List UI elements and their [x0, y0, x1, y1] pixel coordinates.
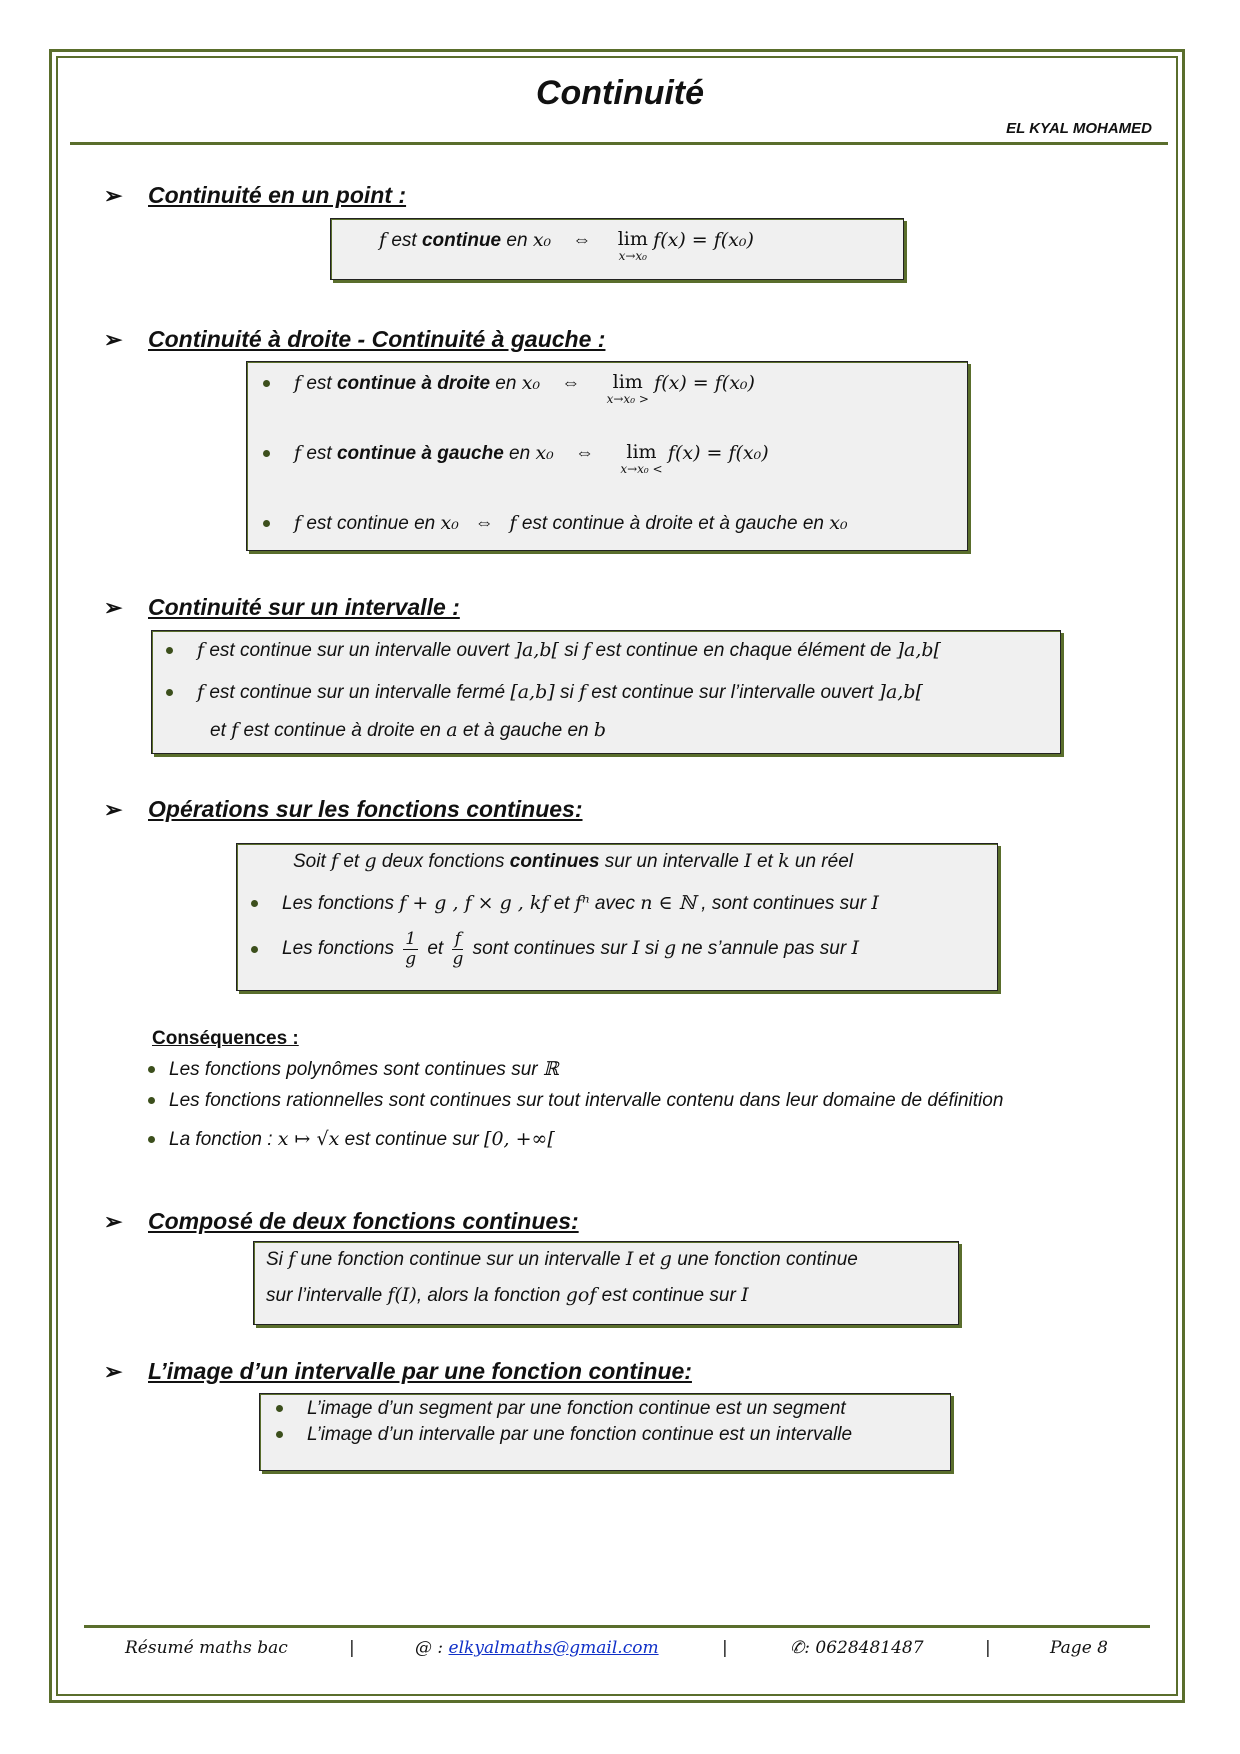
- heading-continuite-intervalle: ➢ Continuité sur un intervalle :: [104, 594, 460, 620]
- footer-label: Résumé maths bac: [125, 1638, 288, 1658]
- heading-image-intervalle: ➢ L’image d’un intervalle par une fonction continue:: [104, 1358, 692, 1384]
- list-item: L’image d’un segment par une fonction continue est un segment: [276, 1398, 846, 1420]
- fraction-f-over-g: $\frac{f}{g}$: [452, 929, 464, 969]
- list-item: La fonction : x ↦ √x est continue sur [0, +∞[: [148, 1128, 555, 1151]
- heading-compose: ➢ Composé de deux fonctions continues:: [104, 1208, 579, 1234]
- box-image-intervalle: [259, 1393, 951, 1471]
- page-title: Continuité: [535, 74, 705, 112]
- box-compose: Si f une fonction continue sur un intervalle I et g une fonction continue sur l’intervalle f(I), alors la fonction gof est continue sur I: [253, 1241, 959, 1325]
- arrow-bullet-icon: ➢: [104, 1209, 123, 1234]
- email-link[interactable]: elkyalmaths@gmail.com: [448, 1638, 659, 1658]
- box-continuite-droite-gauche: [246, 361, 968, 551]
- list-item: f est continue sur un intervalle ouvert ]a,b[ si f est continue en chaque élément de ]a,b[: [166, 639, 941, 662]
- header-rule: [70, 142, 1168, 145]
- box-operations: Soit f et g deux fonctions continues sur un intervalle I et k un réel Les fonctions f + g , f × g , kf et fⁿ avec n ∈ ℕ , sont continues sur I Les fonctions $\frac{1}{g}$ et $\frac{f}{g}$ sont continues sur I si g ne s’annule pas sur I: [236, 843, 998, 991]
- list-item: Les fonctions rationnelles sont continues sur tout intervalle contenu dans leur domaine de définition: [148, 1090, 1003, 1112]
- consequences-title: Conséquences :: [152, 1028, 299, 1049]
- list-item: Les fonctions $\frac{1}{g}$ et $\frac{f}{g}$ sont continues sur I si g ne s’annule pas sur I: [251, 930, 859, 968]
- footer-email: @ : elkyalmaths@gmail.com: [415, 1638, 659, 1658]
- fraction-one-over-g: $\frac{1}{g}$: [405, 929, 417, 969]
- list-item: L’image d’un intervalle par une fonction continue est un intervalle: [276, 1424, 852, 1446]
- arrow-bullet-icon: ➢: [104, 1359, 123, 1384]
- box-continuite-intervalle: f est continue sur un intervalle ouvert ]a,b[ si f est continue en chaque élément de ]a,b[ f est continue sur un intervalle fermé [a,b] si f est continue sur l’intervalle ouvert ]a,b[ et f est continue à droite en a et à gauche en b: [151, 630, 1061, 754]
- list-item: Les fonctions f + g , f × g , kf et fⁿ avec n ∈ ℕ , sont continues sur I: [251, 892, 879, 915]
- arrow-bullet-icon: ➢: [104, 183, 123, 208]
- arrow-bullet-icon: ➢: [104, 797, 123, 822]
- list-item: f est continue à droite en x₀ ⇔ lim x→x₀ > f(x) = f(x₀): [263, 372, 755, 406]
- box-continuite-point: f est continue en x₀ ⇔ lim x→x₀ f(x) = f(x₀): [330, 218, 904, 280]
- list-item: f est continue à gauche en x₀ ⇔ lim x→x₀ < f(x) = f(x₀): [263, 442, 769, 476]
- author-name: EL KYAL MOHAMED: [1006, 120, 1152, 137]
- list-item: Les fonctions polynômes sont continues sur ℝ: [148, 1058, 559, 1081]
- arrow-bullet-icon: ➢: [104, 595, 123, 620]
- page-number: Page 8: [1050, 1638, 1108, 1658]
- limit-expression: lim x→x₀: [617, 228, 648, 263]
- arrow-bullet-icon: ➢: [104, 327, 123, 352]
- heading-operations: ➢ Opérations sur les fonctions continues:: [104, 796, 583, 822]
- heading-continuite-point: ➢ Continuité en un point :: [104, 182, 407, 208]
- footer-rule: [84, 1625, 1150, 1628]
- footer-phone: ✆: 0628481487: [790, 1638, 924, 1658]
- list-item: f est continue en x₀ ⇔ f est continue à droite et à gauche en x₀: [263, 512, 848, 535]
- heading-continuite-droite-gauche: ➢ Continuité à droite - Continuité à gauche :: [104, 326, 606, 352]
- list-item: f est continue sur un intervalle fermé [a,b] si f est continue sur l’intervalle ouvert ]a,b[: [166, 681, 923, 704]
